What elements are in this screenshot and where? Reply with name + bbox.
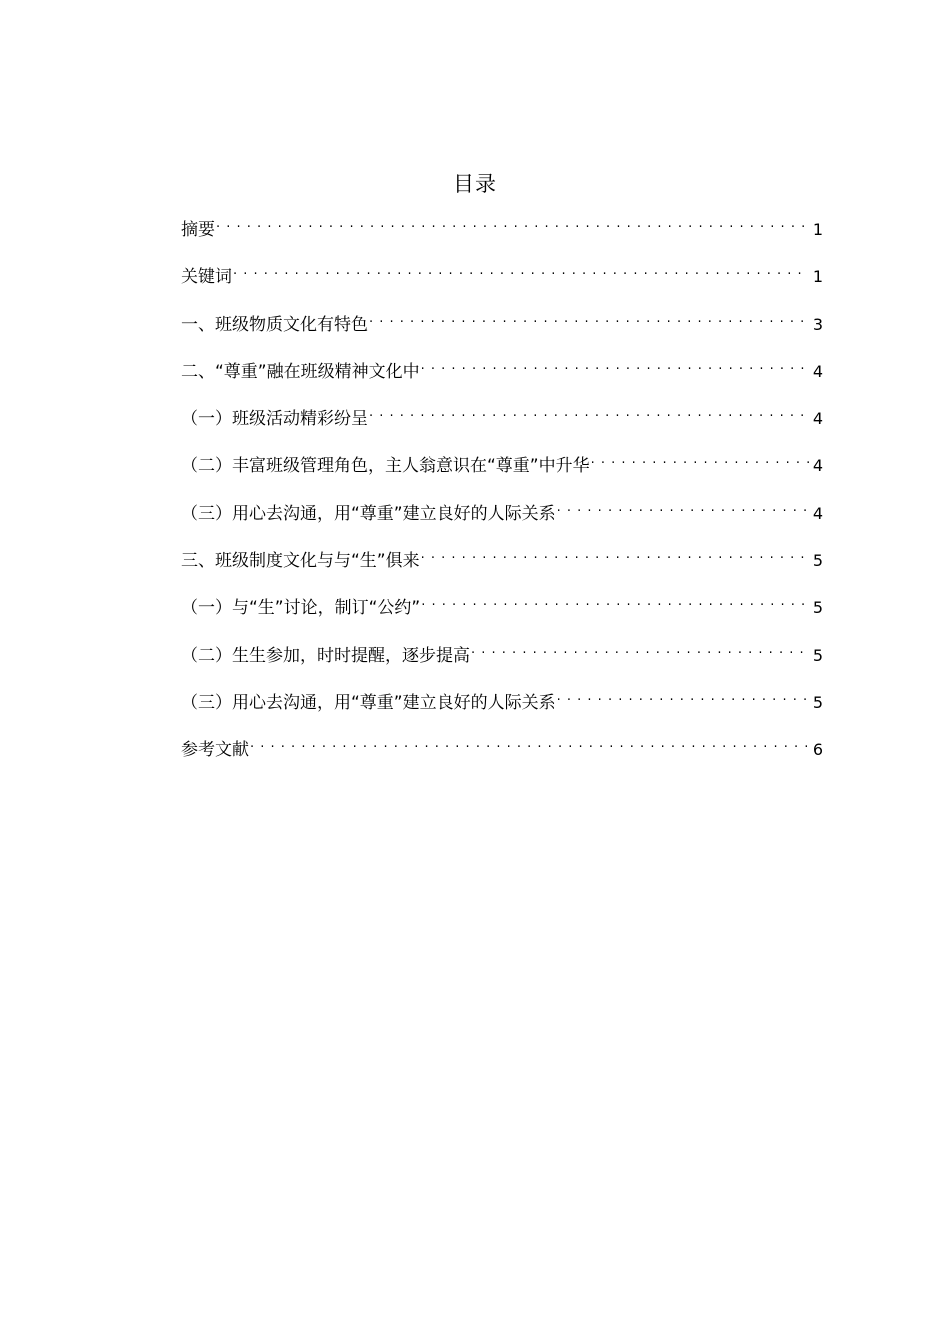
toc-entry-section-3-2[interactable] [181, 643, 823, 690]
toc-entry-keywords[interactable] [181, 264, 823, 311]
toc-entry-text: 一、班级物质文化有特色 [181, 314, 368, 335]
toc-entry-text: 二、“尊重”融在班级精神文化中 [181, 361, 420, 382]
toc-entry-text: （三）用心去沟通，用“尊重”建立良好的人际关系 [181, 692, 556, 713]
toc-page-number: 5 [812, 598, 823, 618]
toc-page-number: 5 [812, 692, 823, 712]
table-of-contents [181, 217, 823, 785]
dot-leader [557, 688, 809, 714]
dot-leader [233, 262, 809, 288]
dot-leader [216, 215, 809, 241]
dot-leader [250, 735, 809, 761]
toc-page-number: 3 [812, 314, 823, 334]
dot-leader [471, 641, 809, 667]
dot-leader [557, 499, 809, 525]
toc-page-number: 4 [812, 503, 823, 523]
toc-entry-section-1[interactable] [181, 312, 823, 359]
toc-entry-text: （二）生生参加，时时提醒，逐步提高 [181, 645, 470, 666]
toc-page-number: 1 [812, 267, 823, 287]
toc-entry-section-2-3[interactable] [181, 501, 823, 548]
toc-page-number: 4 [812, 361, 823, 381]
toc-page-number: 4 [812, 456, 823, 476]
toc-entry-section-2[interactable] [181, 359, 823, 406]
toc-entry-abstract[interactable] [181, 217, 823, 264]
dot-leader [369, 404, 809, 430]
toc-entry-text: 三、班级制度文化与与“生”俱来 [181, 551, 420, 572]
toc-entry-section-3[interactable] [181, 548, 823, 595]
dot-leader [421, 593, 809, 619]
toc-page-number: 4 [812, 409, 823, 429]
toc-entry-text: （二）丰富班级管理角色，主人翁意识在“尊重”中升华 [181, 456, 590, 477]
toc-page-number: 5 [812, 645, 823, 665]
toc-entry-section-3-1[interactable] [181, 595, 823, 642]
toc-entry-text: （一）班级活动精彩纷呈 [181, 409, 368, 430]
dot-leader [369, 310, 809, 336]
toc-entry-section-2-2[interactable] [181, 453, 823, 500]
toc-entry-text: （三）用心去沟通，用“尊重”建立良好的人际关系 [181, 503, 556, 524]
toc-page-number: 6 [812, 740, 823, 760]
toc-entry-text: 参考文献 [181, 740, 249, 761]
toc-title: 目录 [453, 172, 497, 196]
toc-page-number: 5 [812, 551, 823, 571]
toc-entry-text: （一）与“生”讨论，制订“公约” [181, 598, 421, 619]
dot-leader [421, 357, 809, 383]
toc-entry-references[interactable] [181, 737, 823, 784]
dot-leader [421, 546, 809, 572]
toc-entry-text: 关键词 [181, 267, 232, 288]
toc-entry-section-2-1[interactable] [181, 406, 823, 453]
toc-entry-section-3-3[interactable] [181, 690, 823, 737]
toc-entry-text: 摘要 [181, 220, 215, 240]
dot-leader [591, 451, 809, 477]
toc-page-number: 1 [812, 220, 823, 239]
